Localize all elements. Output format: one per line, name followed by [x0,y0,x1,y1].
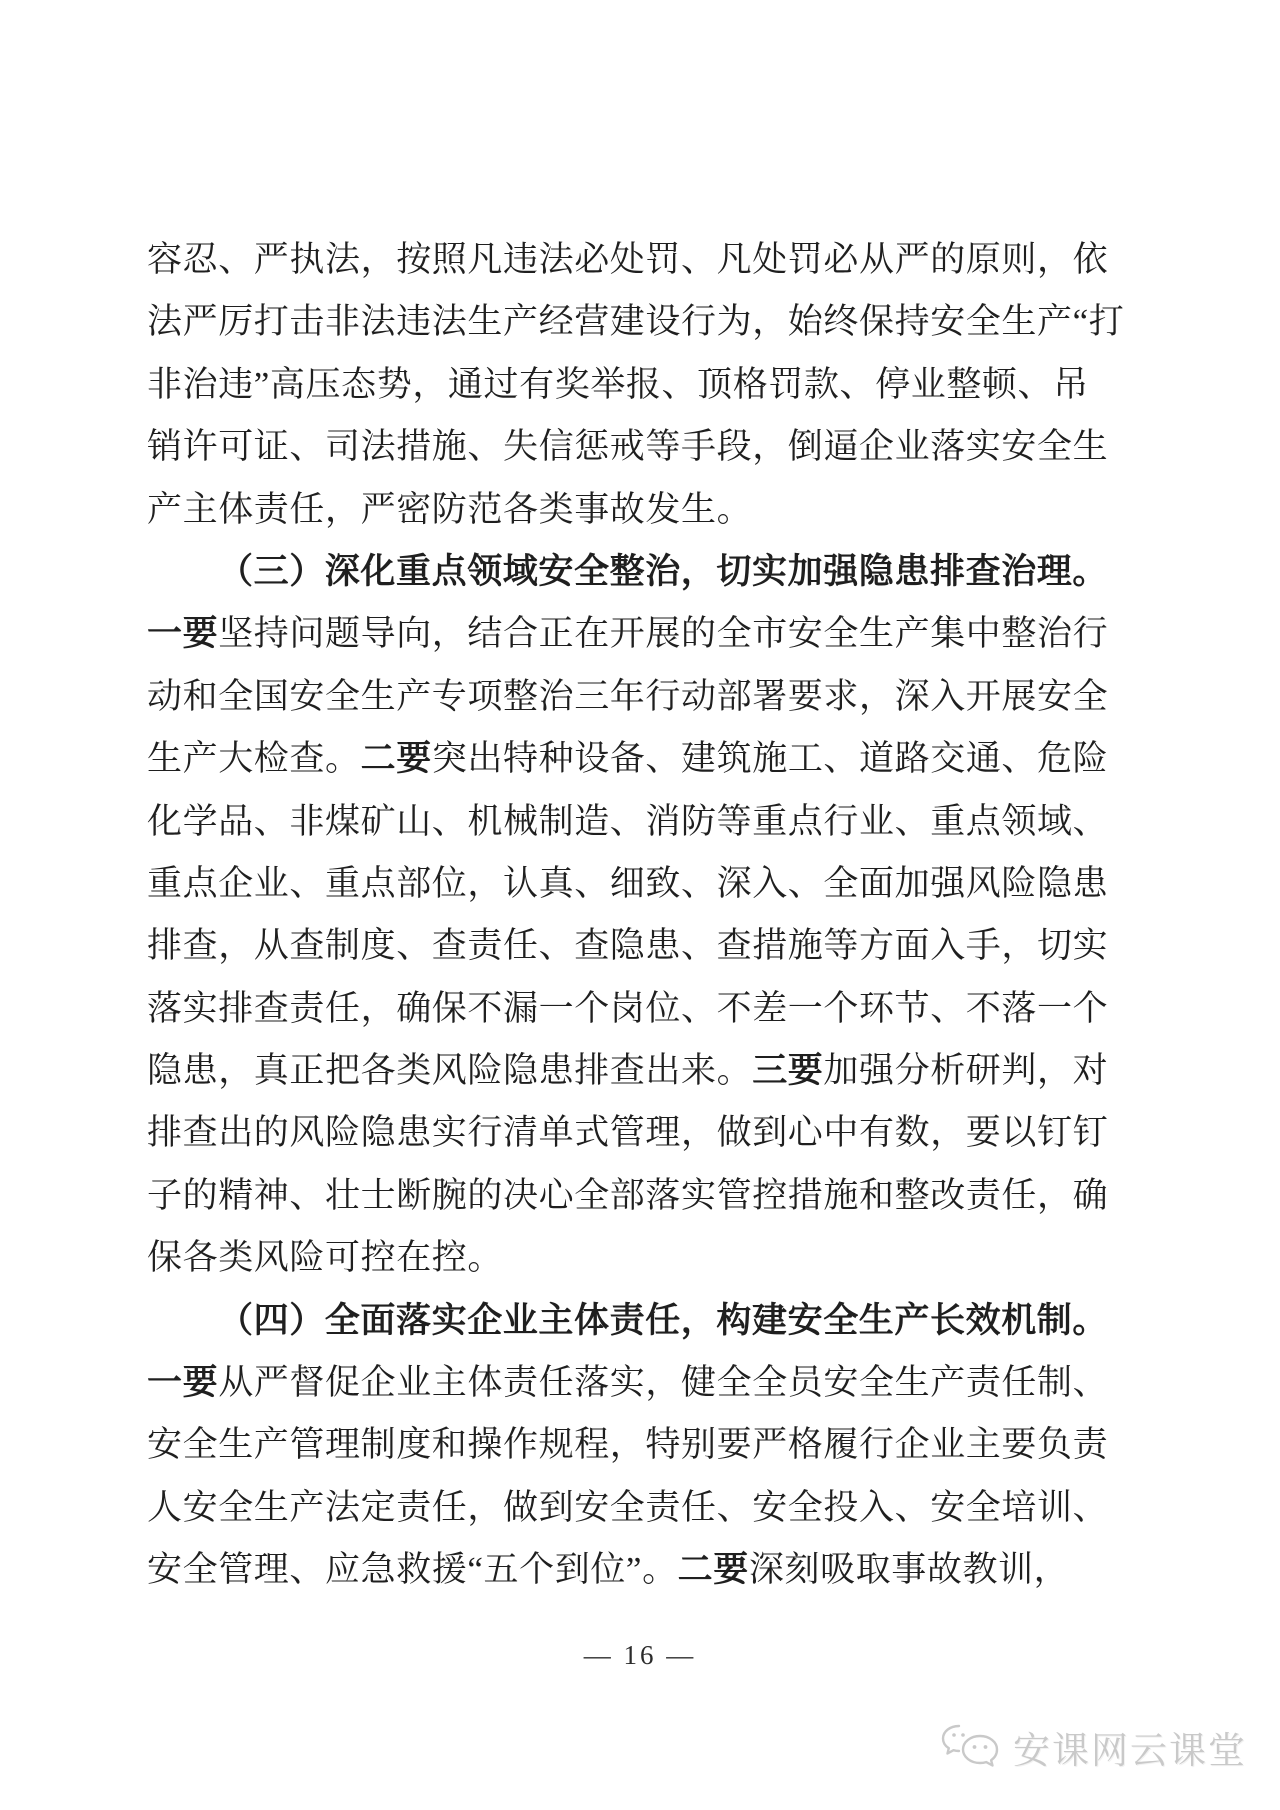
emphasis-text: 二要 [360,739,432,779]
body-text: 加强分析研判，对 [823,1051,1109,1091]
text-line [147,1414,1109,1476]
text-line [147,1477,1109,1539]
watermark-brand: 安课网云课堂 [1013,1731,1247,1772]
body-text: 落实排查责任，确保不漏一个岗位、不差一个环节、不落一个 [147,988,1109,1028]
text-line [147,853,1109,915]
body-text: 法严厉打击非法违法生产经营建设行为，始终保持安全生产“打 [147,302,1125,342]
body-text: 安全管理、应急救援“五个到位”。 [147,1550,678,1590]
text-line [147,479,1109,541]
body-text: 非治违”高压态势，通过有奖举报、顶格罚款、停业整顿、吊 [147,364,1089,404]
text-line [147,1352,1109,1414]
body-text: 重点企业、重点部位，认真、细致、深入、全面加强风险隐患 [147,863,1109,903]
body-text: 坚持问题导向，结合正在开展的全市安全生产集中整治行 [218,614,1109,654]
body-text: 子的精神、壮士断腕的决心全部落实管控措施和整改责任，确 [147,1175,1109,1215]
body-text: 深刻吸取事故教训， [748,1550,1070,1590]
text-line [147,1227,1109,1289]
body-text: 化学品、非煤矿山、机械制造、消防等重点行业、重点领域、 [147,801,1109,841]
body-text: 容忍、严执法，按照凡违法必处罚、凡处罚必从严的原则，依 [147,240,1109,279]
emphasis-text: 一要 [147,614,219,654]
body-text: 生产大检查。 [147,739,361,779]
text-line [147,416,1109,478]
page-number: — 16 — [583,1640,697,1670]
text-line [147,728,1109,790]
emphasis-text: （三）深化重点领域安全整治，切实加强隐患排查治理。 [218,551,1109,591]
body-text: 从严督促企业主体责任落实，健全全员安全生产责任制、 [218,1363,1109,1403]
watermark-footer [939,1720,1247,1774]
body-text: 突出特种设备、建筑施工、道路交通、危险 [431,739,1109,779]
text-line [147,1539,1109,1601]
body-text: 人安全生产法定责任，做到安全责任、安全投入、安全培训、 [147,1487,1109,1527]
body-text: 隐患，真正把各类风险隐患排查出来。 [147,1051,753,1091]
text-block [147,229,1125,1602]
text-line [147,1040,1109,1102]
body-text: 保各类风险可控在控。 [147,1238,504,1278]
body-text: 产主体责任，严密防范各类事故发生。 [147,489,753,529]
text-line [147,354,1109,416]
text-line [147,229,1109,291]
text-line [147,915,1109,977]
emphasis-text: （四）全面落实企业主体责任，构建安全生产长效机制。 [218,1300,1109,1340]
chat-bubbles-icon [939,1722,1001,1772]
text-line [147,291,1125,353]
text-line [147,1290,1109,1352]
body-text: 排查出的风险隐患实行清单式管理，做到心中有数，要以钉钉 [147,1113,1109,1153]
text-line [147,1102,1109,1164]
text-line [147,791,1109,853]
text-line [147,1165,1109,1227]
body-text: 动和全国安全生产专项整治三年行动部署要求，深入开展安全 [147,676,1109,716]
emphasis-text: 一要 [147,1363,219,1403]
emphasis-text: 三要 [752,1051,824,1091]
text-line [147,541,1109,603]
emphasis-text: 二要 [677,1550,749,1590]
body-text: 安全生产管理制度和操作规程，特别要严格履行企业主要负责 [147,1425,1109,1465]
body-text: 销许可证、司法措施、失信惩戒等手段，倒逼企业落实安全生 [147,427,1109,467]
body-text: 排查，从查制度、查责任、查隐患、查措施等方面入手，切实 [147,926,1109,966]
text-line [147,666,1109,728]
text-line [147,603,1109,665]
text-line [147,978,1109,1040]
